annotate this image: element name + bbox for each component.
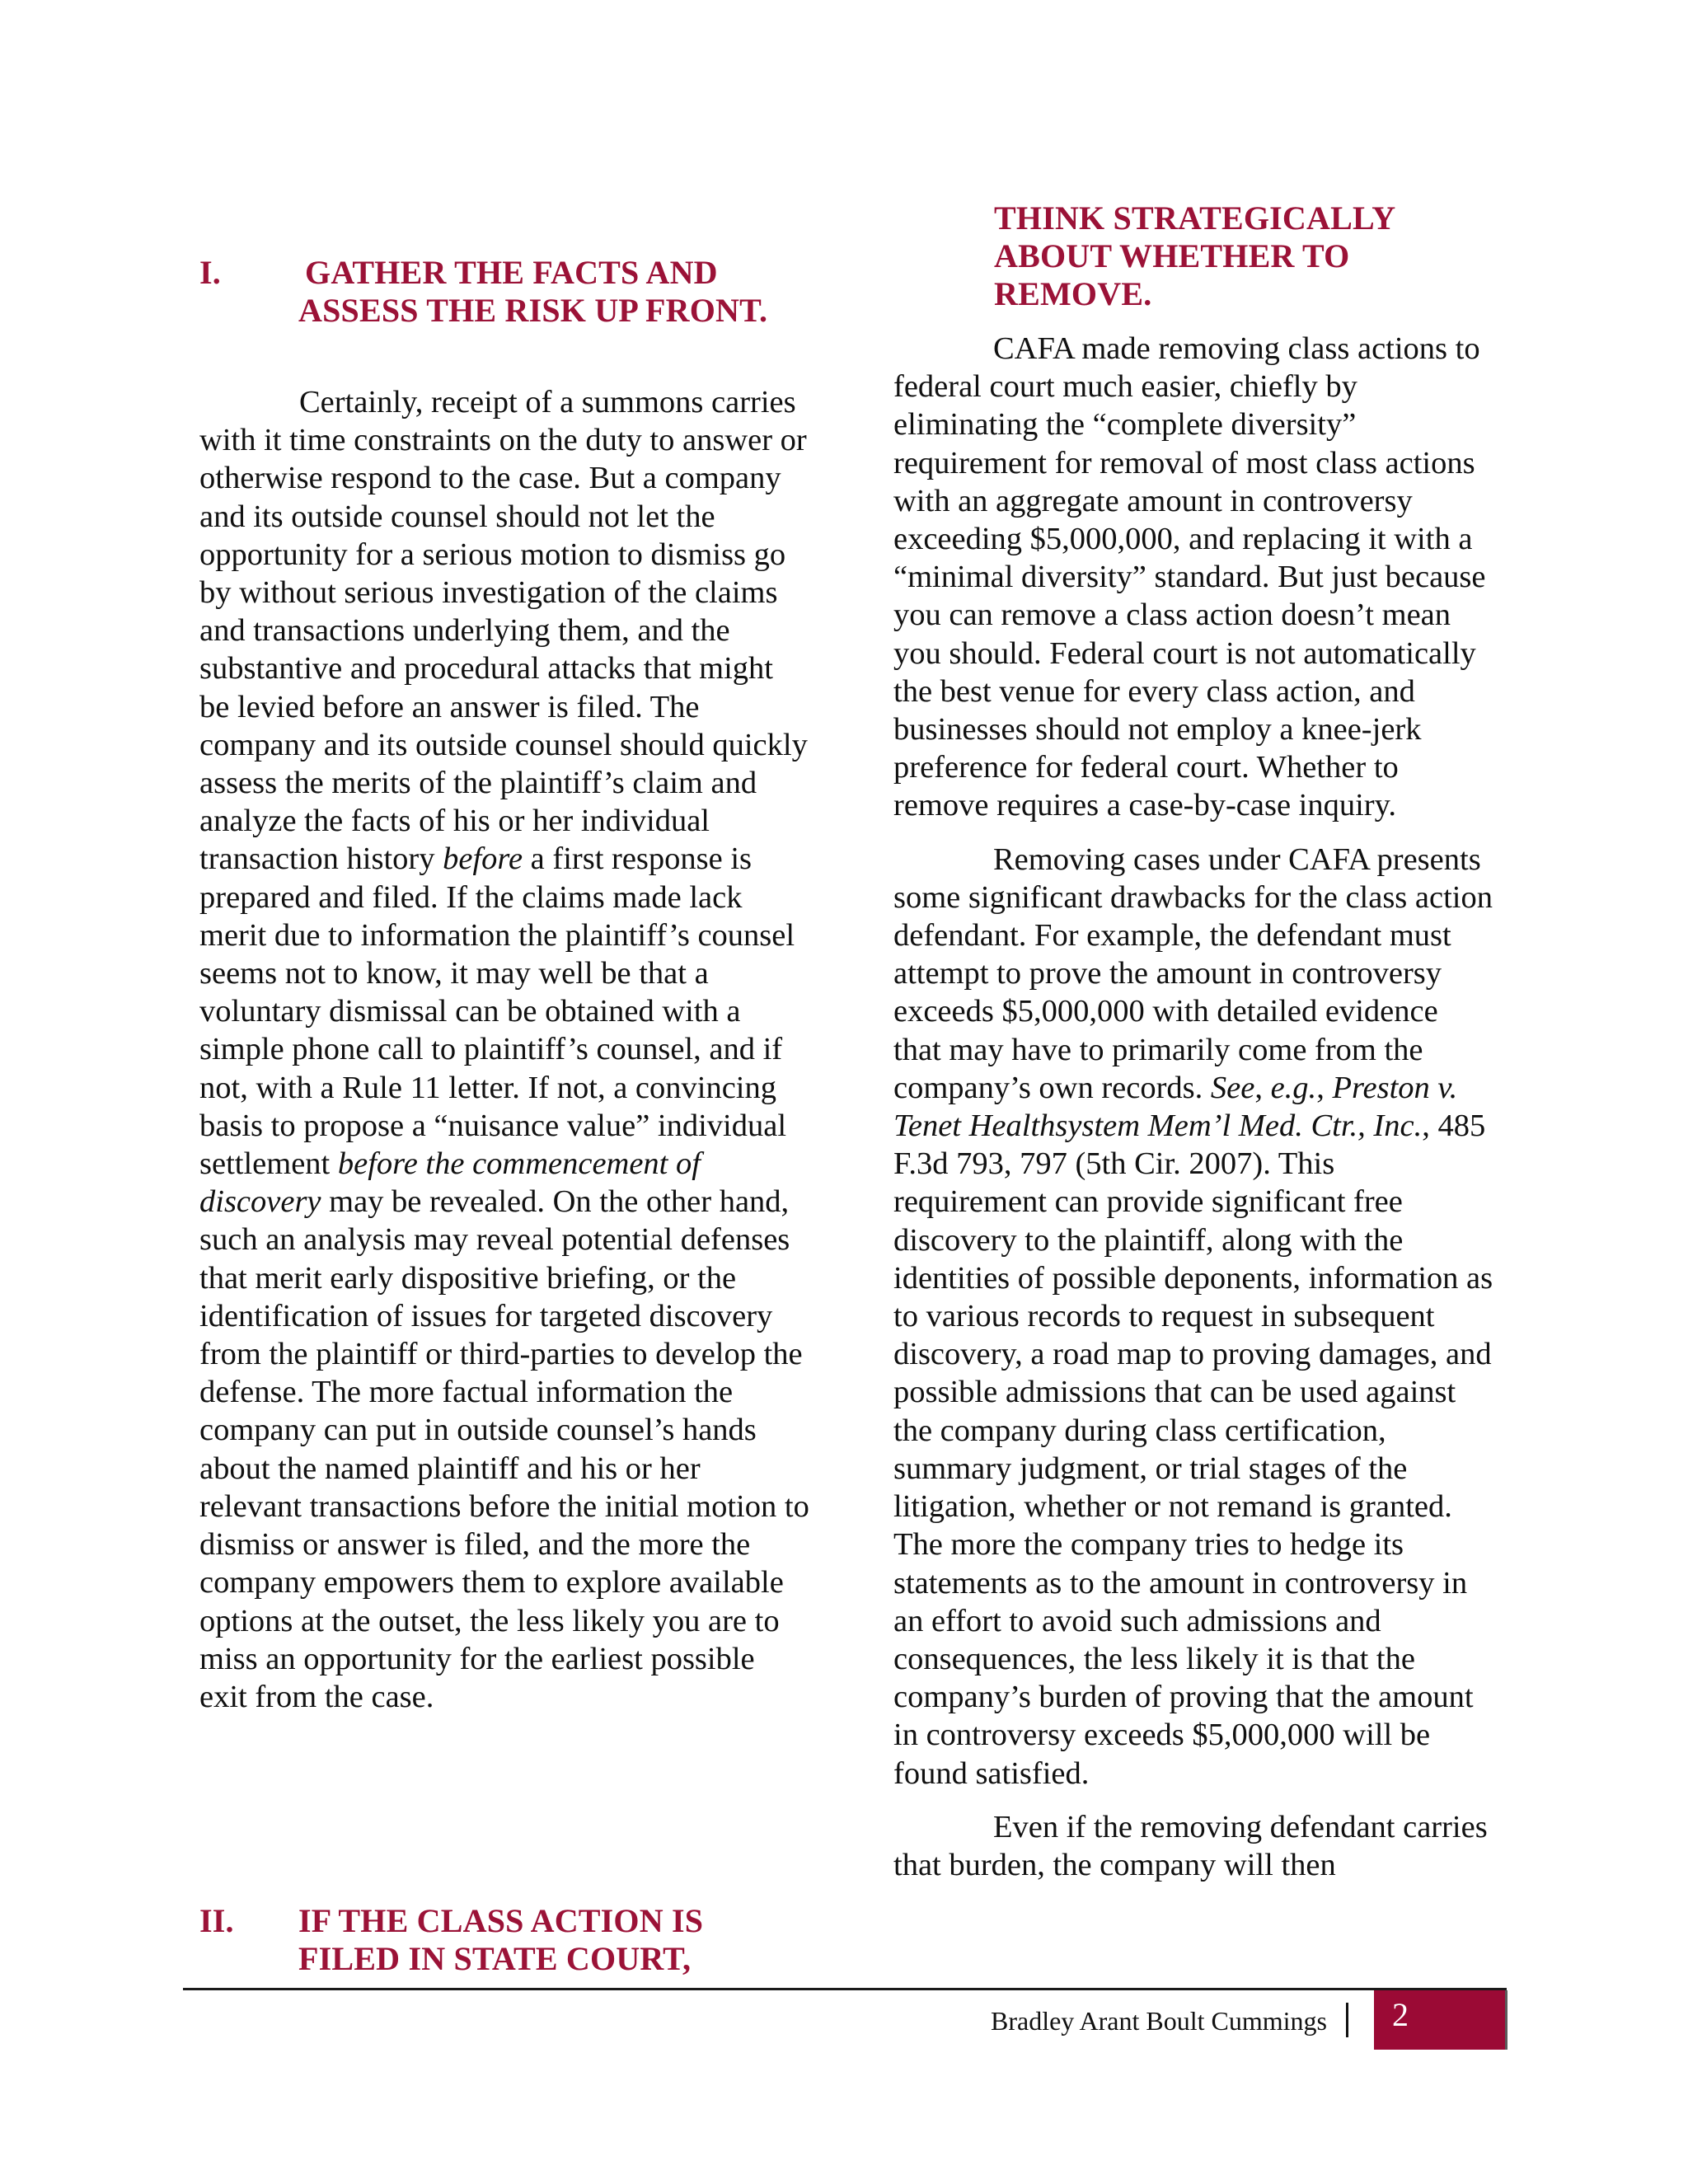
section-heading-1-line2: ASSESS THE RISK UP FRONT. [298,292,768,329]
body-paragraph-cafa: CAFA made removing class actions to federal court much easier, chiefly by eliminating the “complete diversity” requirement for removal of most class actions with an aggregate amount in controversy exceeding $5,000,000, and replacing it with a “minimal diversity” standard. But just because you can remove a class action doesn’t mean you should. Federal court is not automatically the best venue for every class action, and businesses should not employ a knee-jerk preference for federal court. Whether to remove requires a case-by-case inquiry. [893,331,1486,823]
section-heading-2-continued [994,199,1505,313]
footer-firm-name: Bradley Arant Boult Cummings [991,2006,1327,2036]
section-number-1: I. [199,254,221,291]
section-heading-2-line1: IF THE CLASS ACTION IS [298,1902,704,1939]
page-number-badge-shadow [1505,1990,1507,2050]
footer-separator [1346,2003,1348,2037]
section-heading-1 [199,254,826,330]
section-heading-2 [199,1902,826,1978]
heading-continued-line3: REMOVE. [994,275,1152,312]
heading-continued-line2: ABOUT WHETHER TO [994,237,1350,274]
body-paragraph-burden: Even if the removing defendant carries that burden, the company will then [893,1809,1488,1882]
section-heading-1-line1: GATHER THE FACTS AND [305,254,718,291]
right-column-body [893,330,1493,1884]
page-number-badge [1374,1990,1505,2050]
page-number: 2 [1392,1996,1409,2033]
heading-continued-line1: THINK STRATEGICALLY [994,199,1396,237]
section-heading-2-line2: FILED IN STATE COURT, [298,1940,692,1977]
section-number-2: II. [199,1902,234,1939]
body-paragraph-drawbacks: Removing cases under CAFA presents some significant drawbacks for the class action defendant. For example, the defendant must attempt to prove the amount in controversy exceeds $5,000,000 with detailed evidence that may have to primarily come from the company’s own records. See, e.g., Preston v. Tenet Healthsystem Mem’l Med. Ctr., Inc., 485 F.3d 793, 797 (5th Cir. 2007). This requirement can provide significant free discovery to the plaintiff, along with the identities of possible deponents, information as to various records to request in subsequent discovery, a road map to proving damages, and possible admissions that can be used against the company during class certification, summary judgment, or trial stages of the litigation, whether or not remand is granted. The more the company tries to hedge its statements as to the amount in controversy in an effort to avoid such admissions and consequences, the less likely it is that the company’s burden of proving that the amount in controversy exceeds $5,000,000 will be found satisfied. [893,841,1493,1791]
footer-divider [183,1988,1507,1990]
body-paragraph-facts: Certainly, receipt of a summons carries with it time constraints on the duty to answer or otherwise respond to the case. But a company and its outside counsel should not let the opportunity for a serious motion to dismiss go by without serious investigation of the claims and transactions underlying them, and the substantive and procedural attacks that might be levied before an answer is filed. The company and its outside counsel should quickly assess the merits of the plaintiff’s claim and analyze the facts of his or her individual transaction history before a first response is prepared and filed. If the claims made lack merit due to information the plaintiff’s counsel seems not to know, it may well be that a voluntary dismissal can be obtained with a simple phone call to plaintiff’s counsel, and if not, with a Rule 11 letter. If not, a convincing basis to propose a “nuisance value” individual settlement before the commencement of discovery may be revealed. On the other hand, such an analysis may reveal potential defenses that merit early dispositive briefing, or the identification of issues for targeted discovery from the plaintiff or third-parties to develop the defense. The more factual information the company can put in outside counsel’s hands about the named plaintiff and his or her relevant transactions before the initial motion to dismiss or answer is filed, and the more the company empowers them to explore available options at the outset, the less likely you are to miss an opportunity for the earliest possible exit from the case. [199,385,809,1714]
left-column-body [199,383,809,1716]
